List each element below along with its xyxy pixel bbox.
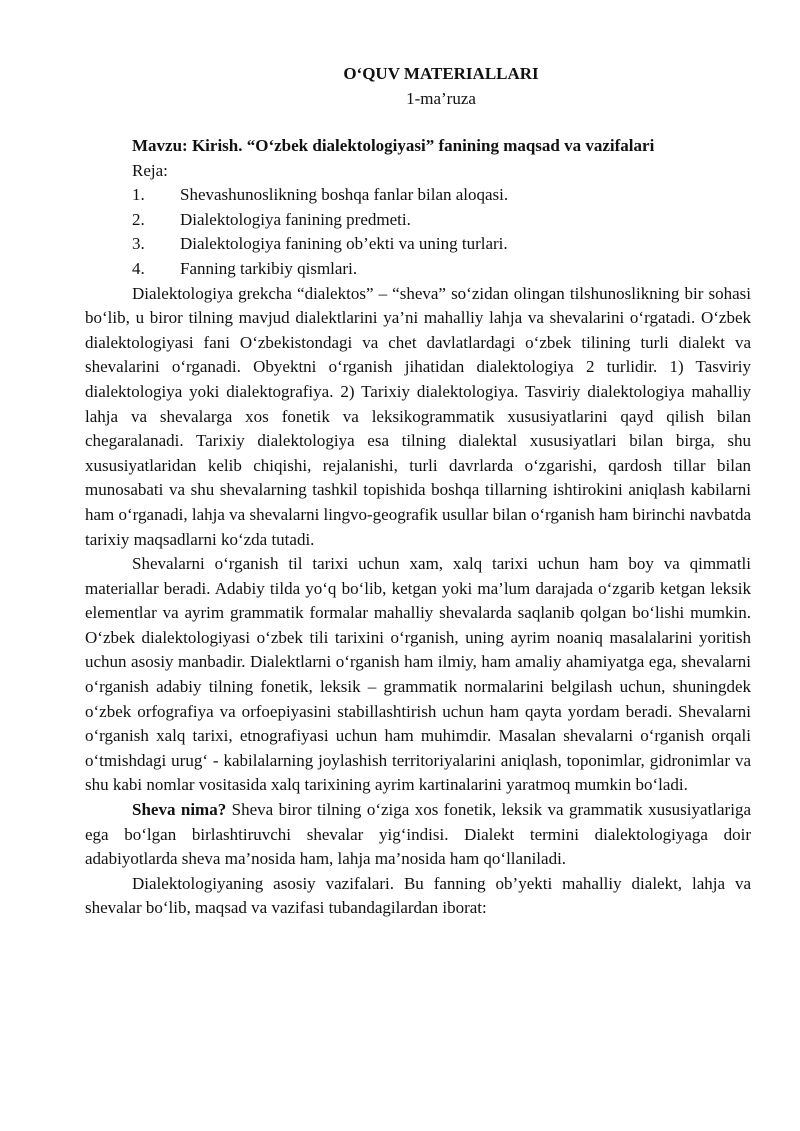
plan-item: [85, 208, 751, 233]
plan-label: Reja:: [132, 160, 168, 180]
topic-heading: Mavzu: Kirish. “O‘zbek dialektologiyasi” fanining maqsad va vazifalari: [132, 136, 655, 155]
paragraph-tasks: Dialektologiyaning asosiy vazifalari. Bu fanning ob’yekti mahalliy dialekt, lahja va shevalar bo‘lib, maqsad va vazifasi tubandagilardan iborat:: [85, 873, 751, 918]
plan-item-number: 1.: [132, 185, 145, 205]
paragraph-importance: Shevalarni o‘rganish til tarixi uchun xam, xalq tarixi uchun ham boy va qimmatli materiallar beradi. Adabiy tilda yo‘q bo‘lib, ketgan yoki ma’lum darajada o‘zgarib ketgan leksik elementlar va ayrim grammatik formalar mahalliy shevalarda saqlanib qolgan bo‘lishi mumkin. O‘zbek dialektologiyasi o‘zbek tili tarixini o‘rganish, uning ayrim noaniq masalalarini yoritish uchun asosiy manbadir. Dialektlarni o‘rganish ham ilmiy, ham amaliy ahamiyatga ega, shevalarni o‘rganish adabiy tilning fonetik, leksik – grammatik normalarini belgilash uchun, shuningdek o‘zbek orfografiya va orfoepiyasini stabillashtirish uchun ham qayta yordam beradi. Shevalarni o‘rganish xalq tarixi, etnografiyasi uchun ham muhimdir. Masalan shevalarni o‘rganish orqali o‘tmishdagi urug‘ - kabilalarning joylashish territoriyalarini aniqlash, toponimlar, gidronimlar va shu kabi nomlar vositasida xalq tarixining ayrim kartinalarini yaratmoq mumkin bo‘ladi.: [85, 554, 751, 795]
plan-item-text: Fanning tarkibiy qismlari.: [180, 258, 358, 278]
paragraph-definition: Dialektologiya grekcha “dialektos” – “sheva” so‘zidan olingan tilshunoslikning bir sohasi bo‘lib, u biror tilning mavjud dialektlarini ya’ni mahalliy lahja va shevalarini o‘rgatadi. O‘zbek dialektologiyasi fani O‘zbekistondagi va chet davlatlardagi o‘zbek tilining turli dialekt va shevalarini o‘rganadi. Obyektni o‘rganish jihatidan dialektologiya 2 turlidir. 1) Tasviriy dialektologiya yoki dialektografiya. 2) Tarixiy dialektologiya. Tasviriy dialektologiya mahalliy lahja va shevalarga xos fonetik va leksikogrammatik xususiyatlarini qayd qilish bilan chegaralanadi. Tarixiy dialektologiya esa tilning dialektal xususiyatlari bilan birga, shu xususiyatlaridan kelib chiqishi, rejalanishi, turli davrlarda o‘zgarishi, qardosh tillar bilan munosabati va shu shevalarning tashkil topishida boshqa tillarning ishtirokini aniqlash kabilarni ham o‘rganadi, lahja va shevalarni lingvo-geografik usullar bilan o‘rganish ham birinchi navbatda tarixiy maqsadlarni ko‘zda tutadi.: [85, 283, 751, 549]
plan-item-text: Shevashunoslikning boshqa fanlar bilan aloqasi.: [180, 185, 509, 205]
plan-item-number: 3.: [132, 234, 145, 254]
plan-item: [85, 232, 751, 257]
plan-item-number: 4.: [132, 258, 145, 278]
plan-item-text: Dialektologiya fanining ob’ekti va uning turlari.: [180, 234, 508, 254]
plan-item: [85, 257, 751, 282]
paragraph-sheva: [85, 798, 751, 872]
plan-item: [85, 183, 751, 208]
plan-item-number: 2.: [132, 209, 145, 229]
sheva-question: Sheva nima?: [132, 800, 227, 820]
plan-item-text: Dialektologiya fanining predmeti.: [180, 209, 411, 229]
document-body: [85, 134, 751, 921]
document-title: O‘QUV MATERIALLARI: [343, 64, 539, 83]
sheva-answer: Sheva biror tilning o‘ziga xos fonetik, leksik va grammatik xususiyatlariga ega bo‘lgan birlashtiruvchi shevalar yig‘indisi. Dialekt termini dialektologiyaga doir adabiyotlarda sheva ma’nosida ham, lahja ma’nosida ham qo‘llaniladi.: [85, 800, 751, 869]
lecture-number: 1-ma’ruza: [406, 89, 476, 108]
